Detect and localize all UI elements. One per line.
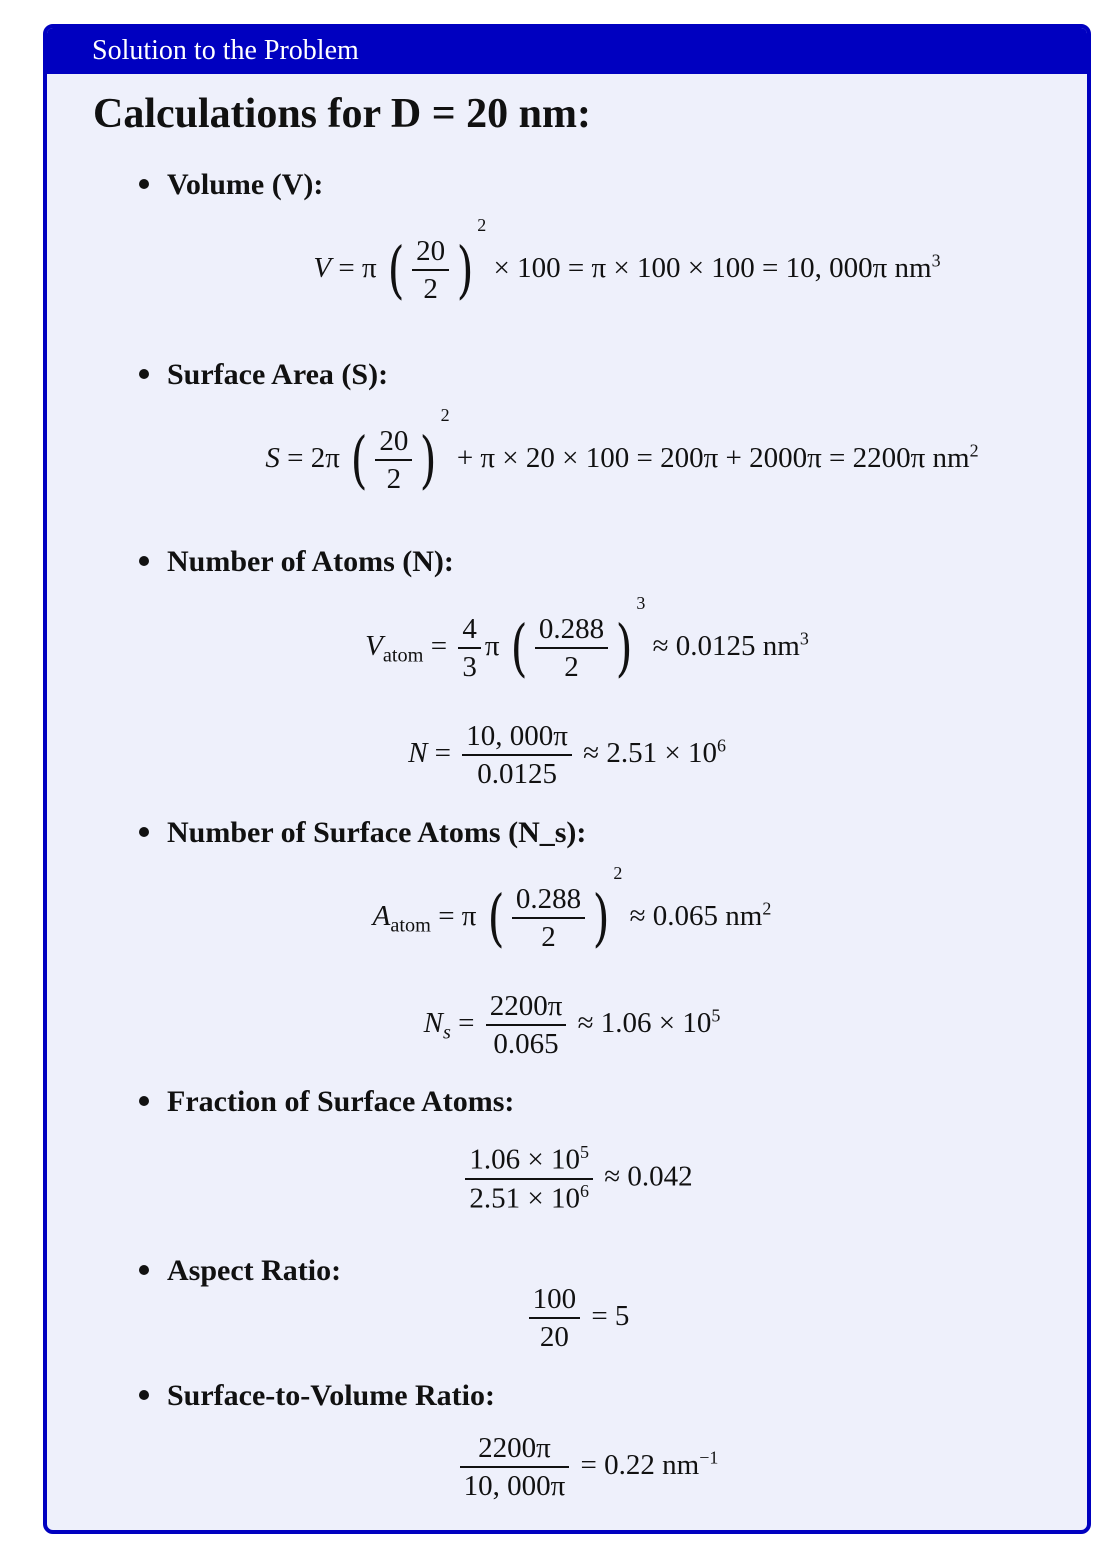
equation-surface-to-volume: $\frac{2200\pi}{10, 000\pi}$ = 0.22 $nm^{-1}$ bbox=[47, 1430, 1087, 1505]
bullet-surface-to-volume-ratio bbox=[139, 1379, 495, 1413]
equation-fraction: $\frac{1.06 \times 10^5}{2.51 \times 10^6}$ ≈ 0.042 bbox=[47, 1141, 1087, 1217]
equation-aspect-ratio: $\frac{100}{20}$ = 5 bbox=[47, 1281, 1087, 1356]
bullet-label: Volume (V): bbox=[167, 168, 324, 201]
bullet-label: Fraction of Surface Atoms: bbox=[167, 1085, 515, 1118]
bullet-label: Surface-to-Volume Ratio: bbox=[167, 1379, 495, 1412]
bullet-label: Number of Surface Atoms (N_s): bbox=[167, 816, 587, 849]
equation-surface-area: S = 2π ( $\frac{20}{2}$ )$^2$ + π × 20 × 100 = 200π + 2000π = 2200π $nm^2$ bbox=[265, 405, 979, 497]
equation-v-atom: $V_{atom}$ = $\frac{4}{3}$ π ( $\frac{0.288}{2}$ )$^3$ ≈ 0.0125 $nm^3$ bbox=[365, 593, 809, 685]
bullet-dot bbox=[139, 556, 149, 566]
box-header: Solution to the Problem bbox=[47, 28, 1087, 74]
bullet-volume bbox=[139, 168, 323, 202]
bullet-dot bbox=[139, 179, 149, 189]
equation-volume: V = π ( $\frac{20}{2}$ )$^2$ × 100 = π × 100 × 100 = 10, 000π $nm^3$ bbox=[313, 215, 941, 307]
bullet-number-of-atoms bbox=[139, 545, 454, 579]
bullet-dot bbox=[139, 369, 149, 379]
equation-n: N = $\frac{10, 000\pi}{0.0125}$ ≈ $2.51 \times 10^6$ bbox=[408, 720, 726, 791]
bullet-fraction-of-surface-atoms bbox=[139, 1085, 514, 1119]
bullet-surface-area bbox=[139, 358, 388, 392]
bullet-label: Aspect Ratio: bbox=[167, 1254, 342, 1287]
equation-a-atom: $A_{atom} = \pi$ ( $\frac{0.288}{2}$ )$^2$ ≈ 0.065 $nm^2$ bbox=[372, 863, 772, 955]
bullet-label: Number of Atoms (N): bbox=[167, 545, 454, 578]
solution-box bbox=[43, 24, 1091, 1534]
bullet-dot bbox=[139, 1096, 149, 1106]
bullet-dot bbox=[139, 1390, 149, 1400]
bullet-dot bbox=[139, 1265, 149, 1275]
page-heading: Calculations for D = 20 nm: bbox=[93, 91, 591, 137]
equation-ns: $N_s$ = $\frac{2200\pi}{0.065}$ ≈ $1.06 \times 10^5$ bbox=[423, 990, 721, 1061]
bullet-number-of-surface-atoms bbox=[139, 816, 586, 850]
bullet-dot bbox=[139, 827, 149, 837]
bullet-label: Surface Area (S): bbox=[167, 358, 389, 391]
